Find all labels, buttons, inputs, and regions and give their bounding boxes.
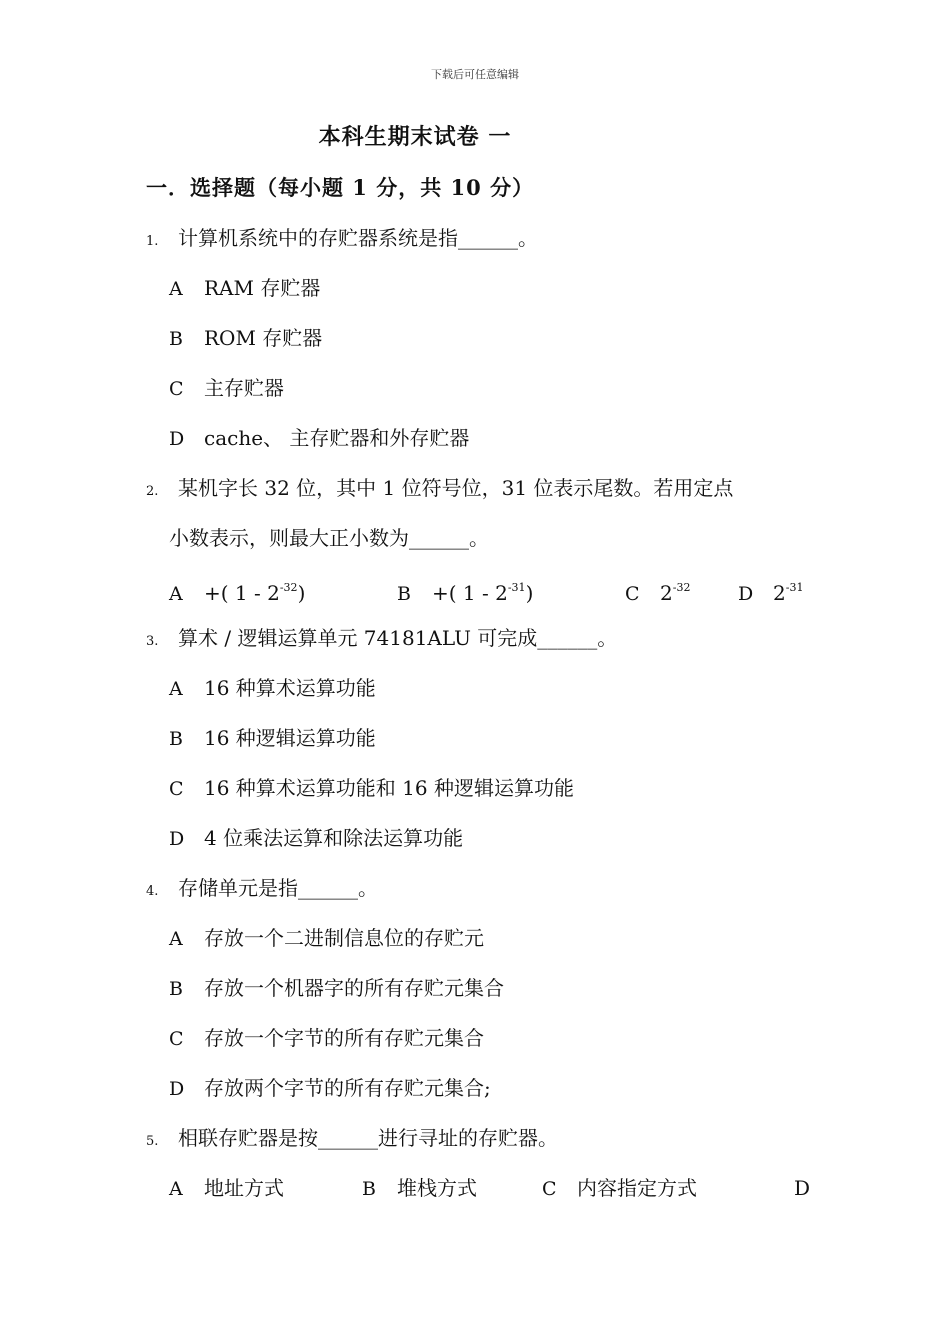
question-2-option-c bbox=[625, 574, 690, 608]
question-text: 相联存贮器是按______进行寻址的存贮器。 bbox=[178, 1126, 558, 1150]
question-2 bbox=[146, 474, 733, 506]
option-letter: C bbox=[542, 1178, 557, 1200]
question-number: 1. bbox=[146, 234, 159, 249]
option-letter: A bbox=[169, 928, 183, 950]
option-letter: B bbox=[397, 583, 411, 605]
option-exponent: -31 bbox=[507, 581, 526, 594]
option-text: 存放两个字节的所有存贮元集合; bbox=[204, 1076, 491, 1100]
option-letter: A bbox=[169, 278, 183, 300]
question-2-continuation bbox=[169, 524, 489, 552]
option-letter: D bbox=[169, 828, 185, 850]
option-close: ) bbox=[297, 581, 306, 605]
question-4-option-c bbox=[169, 1024, 484, 1053]
option-text: 主存贮器 bbox=[204, 376, 284, 400]
option-letter: B bbox=[169, 328, 183, 350]
question-2-option-d bbox=[738, 574, 803, 608]
question-number: 4. bbox=[146, 884, 159, 899]
option-text: +( 1 - 2 bbox=[204, 581, 280, 605]
option-text: 存放一个二进制信息位的存贮元 bbox=[204, 926, 484, 950]
option-letter: A bbox=[169, 678, 183, 700]
question-4-option-a bbox=[169, 924, 484, 953]
option-letter: B bbox=[169, 978, 183, 1000]
header-note: 下载后可任意编辑 bbox=[431, 68, 519, 81]
section-heading: 一．选择题（每小题 1 分，共 10 分） bbox=[146, 175, 535, 200]
option-letter: B bbox=[169, 728, 183, 750]
question-2-option-b bbox=[397, 574, 533, 608]
question-3-option-a bbox=[169, 674, 376, 703]
question-3 bbox=[146, 624, 617, 656]
option-letter: D bbox=[794, 1176, 811, 1200]
option-exponent: -32 bbox=[672, 581, 691, 594]
question-1-option-a bbox=[169, 274, 320, 303]
question-5 bbox=[146, 1124, 558, 1156]
option-text: ROM 存贮器 bbox=[204, 326, 323, 350]
option-letter: A bbox=[169, 583, 183, 605]
option-text: RAM 存贮器 bbox=[204, 276, 321, 300]
question-number: 5. bbox=[146, 1134, 159, 1149]
option-exponent: -31 bbox=[785, 581, 804, 594]
option-letter: D bbox=[738, 583, 754, 605]
question-text: 存储单元是指______。 bbox=[178, 876, 378, 900]
question-2-option-a bbox=[169, 574, 305, 608]
question-3-option-d bbox=[169, 824, 463, 853]
question-number: 2. bbox=[146, 484, 159, 499]
option-text: +( 1 - 2 bbox=[432, 581, 508, 605]
question-text: 小数表示，则最大正小数为______。 bbox=[169, 526, 489, 550]
option-letter: D bbox=[169, 1078, 185, 1100]
question-number: 3. bbox=[146, 634, 159, 649]
question-text: 算术 / 逻辑运算单元 74181ALU 可完成______。 bbox=[178, 626, 618, 650]
option-text: 存放一个字节的所有存贮元集合 bbox=[204, 1026, 484, 1050]
question-1-option-c bbox=[169, 374, 284, 403]
question-5-option-b bbox=[362, 1174, 477, 1203]
question-4-option-d bbox=[169, 1074, 491, 1103]
question-4 bbox=[146, 874, 378, 906]
option-text: 16 种逻辑运算功能 bbox=[204, 726, 376, 750]
option-letter: C bbox=[625, 583, 640, 605]
option-letter: C bbox=[169, 1028, 184, 1050]
question-5-option-d bbox=[794, 1174, 810, 1202]
option-text: 4 位乘法运算和除法运算功能 bbox=[204, 826, 464, 850]
option-text: 16 种算术运算功能 bbox=[204, 676, 376, 700]
question-5-option-a bbox=[169, 1174, 284, 1203]
question-3-option-b bbox=[169, 724, 376, 753]
option-text: 地址方式 bbox=[204, 1176, 284, 1200]
question-text: 某机字长 32 位，其中 1 位符号位，31 位表示尾数。若用定点 bbox=[178, 476, 734, 500]
option-text: 2 bbox=[773, 581, 786, 605]
page-title: 本科生期末试卷 一 bbox=[318, 124, 512, 150]
question-1-option-d bbox=[169, 424, 469, 453]
option-text: 内容指定方式 bbox=[577, 1176, 697, 1200]
option-text: cache、 主存贮器和外存贮器 bbox=[204, 426, 470, 450]
option-text: 2 bbox=[660, 581, 673, 605]
question-5-option-c bbox=[542, 1174, 697, 1203]
question-1 bbox=[146, 224, 538, 256]
option-text: 存放一个机器字的所有存贮元集合 bbox=[204, 976, 504, 1000]
option-letter: C bbox=[169, 778, 184, 800]
question-3-option-c bbox=[169, 774, 574, 803]
question-4-option-b bbox=[169, 974, 504, 1003]
option-letter: D bbox=[169, 428, 185, 450]
option-letter: C bbox=[169, 378, 184, 400]
option-letter: B bbox=[362, 1178, 376, 1200]
option-text: 堆栈方式 bbox=[397, 1176, 477, 1200]
option-text: 16 种算术运算功能和 16 种逻辑运算功能 bbox=[204, 776, 574, 800]
question-1-option-b bbox=[169, 324, 322, 353]
option-exponent: -32 bbox=[279, 581, 298, 594]
option-close: ) bbox=[525, 581, 534, 605]
question-text: 计算机系统中的存贮器系统是指______。 bbox=[178, 226, 538, 250]
option-letter: A bbox=[169, 1178, 183, 1200]
